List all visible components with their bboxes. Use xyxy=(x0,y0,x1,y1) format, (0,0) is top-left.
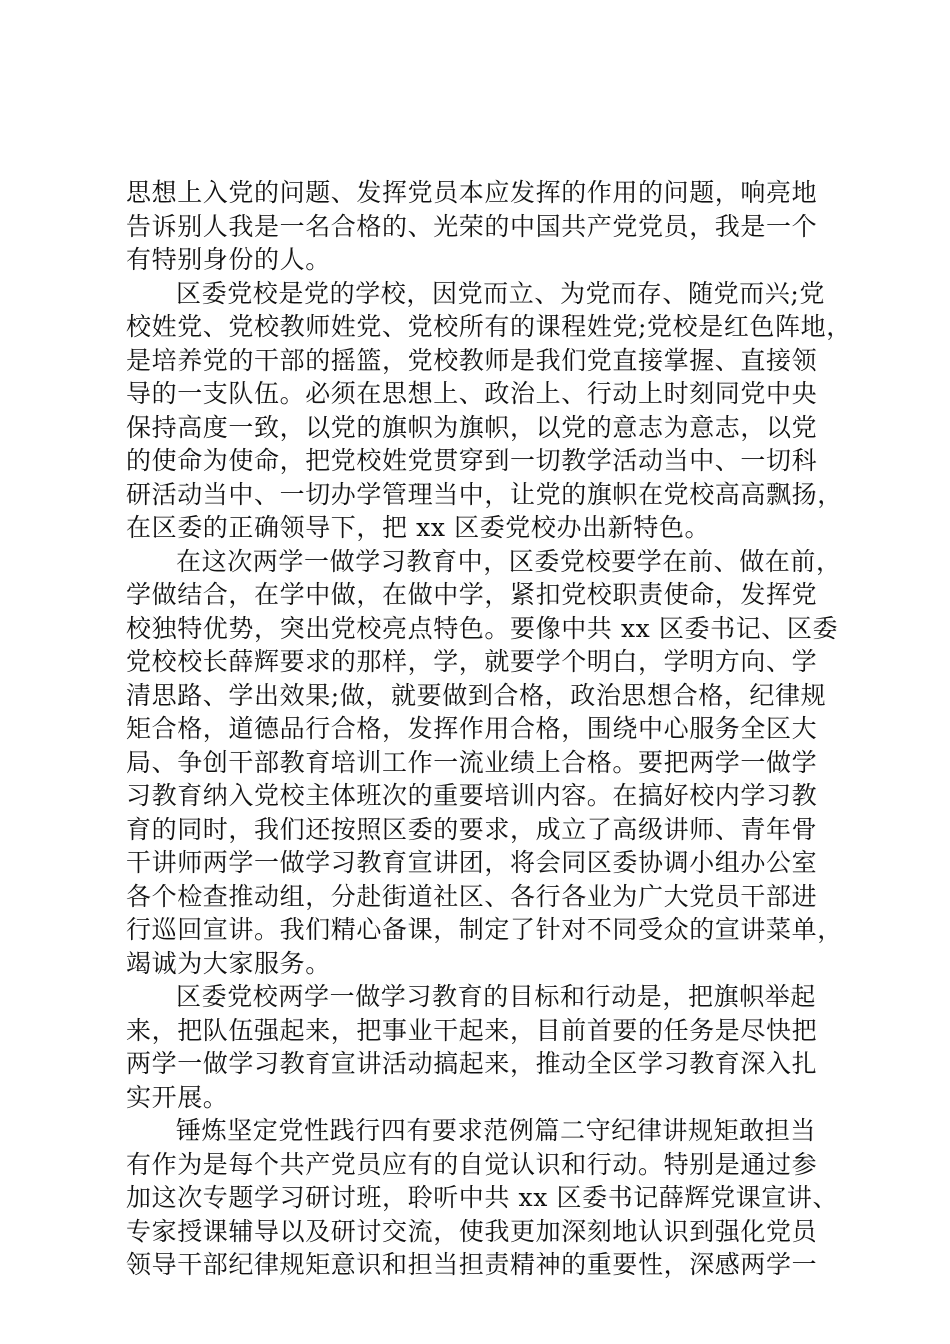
paragraph-first-line: 区委党校是党的学校，因党而立、为党而存、随党而兴;党 xyxy=(176,278,826,308)
text-line: 育的同时，我们还按照区委的要求，成立了高级讲师、青年骨 xyxy=(126,814,818,844)
text-line: 校姓党、党校教师姓党、党校所有的课程姓党;党校是红色阵地， xyxy=(126,312,852,341)
text-line: 来，把队伍强起来，把事业干起来，目前首要的任务是尽快把 xyxy=(126,1015,818,1045)
text-line: 行巡回宣讲。我们精心备课，制定了针对不同受众的宣讲菜单， xyxy=(126,915,843,944)
document-body xyxy=(126,176,852,1282)
paragraph-first-line: 区委党校两学一做学习教育的目标和行动是，把旗帜举起 xyxy=(176,982,817,1011)
text-line: 干讲师两学一做学习教育宣讲团，将会同区委协调小组办公室 xyxy=(126,848,818,877)
text-line: 的使命为使命，把党校姓党贯穿到一切教学活动当中、一切科 xyxy=(126,446,818,475)
text-line: 告诉别人我是一名合格的、光荣的中国共产党党员，我是一个 xyxy=(126,211,818,241)
text-line: 清思路、学出效果;做，就要做到合格，政治思想合格，纪律规 xyxy=(126,680,827,710)
text-line: 竭诚为大家服务。 xyxy=(126,948,331,978)
text-line: 思想上入党的问题、发挥党员本应发挥的作用的问题，响亮地 xyxy=(126,178,818,207)
text-line: 专家授课辅导以及研讨交流，使我更加深刻地认识到强化党员 xyxy=(126,1216,818,1246)
paragraph-first-line: 锤炼坚定党性践行四有要求范例篇二守纪律讲规矩敢担当 xyxy=(176,1116,817,1145)
text-line: 矩合格，道德品行合格，发挥作用合格，围绕中心服务全区大 xyxy=(126,714,818,743)
text-line: 有特别身份的人。 xyxy=(126,245,331,274)
text-line: 有作为是每个共产党员应有的自觉认识和行动。特别是通过参 xyxy=(126,1149,818,1179)
text-line: 保持高度一致，以党的旗帜为旗帜，以党的意志为意志，以党 xyxy=(126,412,818,442)
text-line: 在区委的正确领导下，把 xx 区委党校办出新特色。 xyxy=(126,513,711,542)
paragraph-first-line: 在这次两学一做学习教育中，区委党校要学在前、做在前， xyxy=(176,546,842,576)
text-line: 局、争创干部教育培训工作一流业绩上合格。要把两学一做学 xyxy=(126,747,818,777)
text-line: 加这次专题学习研讨班，聆听中共 xx 区委书记薛辉党课宣讲、 xyxy=(126,1183,839,1212)
text-line: 研活动当中、一切办学管理当中，让党的旗帜在党校高高飘扬， xyxy=(126,479,843,509)
text-line: 党校校长薛辉要求的那样，学，就要学个明白，学明方向、学 xyxy=(126,647,818,676)
text-line: 两学一做学习教育宣讲活动搞起来，推动全区学习教育深入扎 xyxy=(126,1049,818,1078)
text-line: 学做结合，在学中做，在做中学，紧扣党校职责使命，发挥党 xyxy=(126,580,818,609)
text-line: 校独特优势，突出党校亮点特色。要像中共 xx 区委书记、区委 xyxy=(126,613,839,643)
text-line: 习教育纳入党校主体班次的重要培训内容。在搞好校内学习教 xyxy=(126,781,818,810)
text-line: 导的一支队伍。必须在思想上、政治上、行动上时刻同党中央 xyxy=(126,379,818,408)
text-line: 实开展。 xyxy=(126,1082,229,1112)
text-line: 各个检查推动组，分赴街道社区、各行各业为广大党员干部进 xyxy=(126,881,818,911)
text-line: 是培养党的干部的摇篮，党校教师是我们党直接掌握、直接领 xyxy=(126,345,818,375)
text-line: 领导干部纪律规矩意识和担当担责精神的重要性，深感两学一 xyxy=(126,1250,818,1279)
